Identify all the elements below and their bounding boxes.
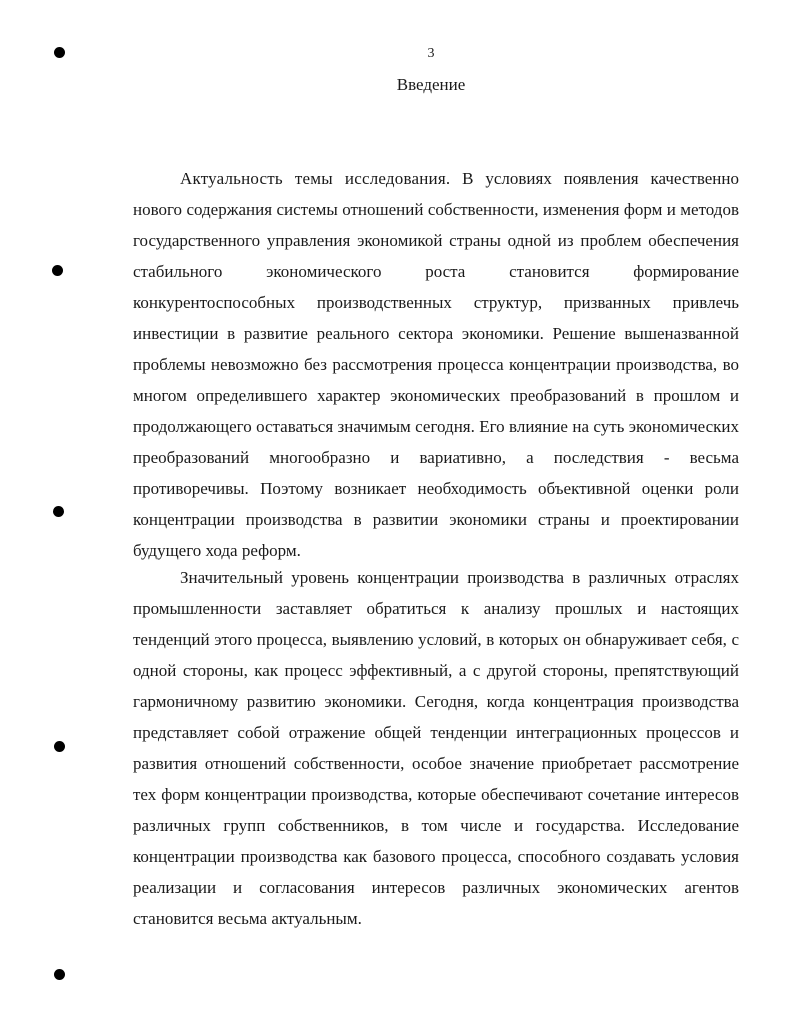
binder-hole-dot xyxy=(54,969,65,980)
paragraph-concentration xyxy=(133,562,739,934)
relevance-heading: Актуальность темы исследования. xyxy=(180,169,451,188)
section-title: Введение xyxy=(396,75,466,94)
binder-hole-dot xyxy=(52,265,63,276)
paragraph-relevance xyxy=(133,163,739,566)
relevance-text: В условиях появления качественно нового содержания системы отношений собственности, изменения форм и методов государственного управления экономикой страны одной из проблем обеспечения стабильного экономического роста становится формирование конкурентоспособных производственных структур, призванных привлечь инвестиции в развитие реального сектора экономики. Решение вышеназванной проблемы невозможно без рассмотрения процесса концентрации производства, во многом определившего характер экономических преобразований в прошлом и продолжающего оставаться значимым сегодня. Его влияние на суть экономических преобразований многообразно и вариативно, а последствия - весьма противоречивы. Поэтому возникает необходимость объективной оценки роли концентрации производства в развитии экономики страны и проектировании будущего хода реформ. xyxy=(133,169,739,560)
page-number: 3 xyxy=(427,46,435,61)
binder-hole-dot xyxy=(53,506,64,517)
binder-hole-dot xyxy=(54,741,65,752)
concentration-text: Значительный уровень концентрации производства в различных отраслях промышленности заставляет обратиться к анализу прошлых и настоящих тенденций этого процесса, выявлению условий, в которых он обнаруживает себя, с одной стороны, как процесс эффективный, а с другой стороны, препятствующий гармоничному развитию экономики. Сегодня, когда концентрация производства представляет собой отражение общей тенденции интеграционных процессов и развития отношений собственности, особое значение приобретает рассмотрение тех форм концентрации производства, которые обеспечивают сочетание интересов различных групп собственников, в том числе и государства. Исследование концентрации производства как базового процесса, способного создавать условия реализации и согласования интересов различных экономических агентов становится весьма актуальным. xyxy=(133,568,739,928)
